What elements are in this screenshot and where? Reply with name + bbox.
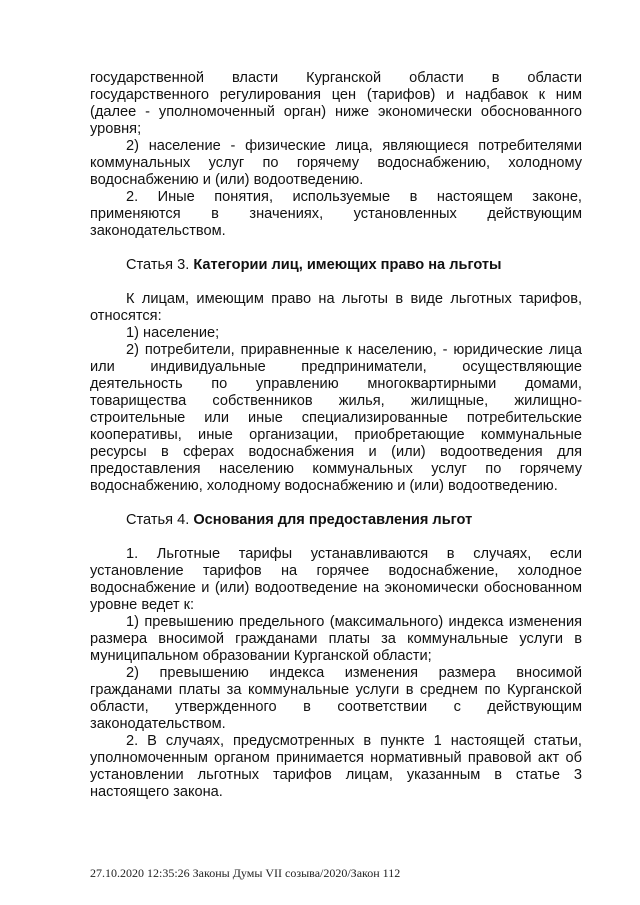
paragraph-eligible-item-1: 1) население; — [126, 325, 220, 341]
paragraph-population-definition: 2) население - физические лица, являющиеся потребителями коммунальных услуг по горячему водоснабжению, холодному водоснабжению и (или) водоотведению. — [90, 138, 582, 188]
paragraph-grounds-item-1: 1) превышению предельного (максимального) индекса изменения размера вносимой гражданами платы за коммунальные услуги в муниципальном образовании Курганской области; — [90, 614, 582, 664]
article-3-prefix: Статья 3. — [126, 257, 194, 273]
page-footer: 27.10.2020 12:35:26 Законы Думы VII созыва/2020/Закон 112 — [90, 866, 401, 880]
document-body — [90, 70, 582, 801]
paragraph-grounds-1: 1. Льготные тарифы устанавливаются в случаях, если установление тарифов на горячее водоснабжение, холодное водоснабжение и (или) водоотведение на экономически обоснованном уровне ведет к: — [90, 546, 582, 613]
article-3-heading — [90, 257, 582, 274]
article-4-heading — [90, 512, 582, 529]
paragraph-authority-definition: государственной власти Курганской области в области государственного регулирования цен (тарифов) и надбавок к ним (далее - уполномоченный орган) ниже экономически обоснованного уровня; — [90, 70, 582, 137]
paragraph-other-terms: 2. Иные понятия, используемые в настоящем законе, применяются в значениях, установленных действующим законодательством. — [90, 189, 582, 239]
paragraph-grounds-item-2: 2) превышению индекса изменения размера вносимой гражданами платы за коммунальные услуги в среднем по Курганской области, утвержденного в соответствии с действующим законодательством. — [90, 665, 582, 732]
article-4-prefix: Статья 4. — [126, 512, 194, 528]
paragraph-eligible-intro: К лицам, имеющим право на льготы в виде льготных тарифов, относятся: — [90, 291, 582, 324]
paragraph-grounds-2: 2. В случаях, предусмотренных в пункте 1 настоящей статьи, уполномоченным органом принимается нормативный правовой акт об установлении льготных тарифов лицам, указанным в статье 3 настоящего закона. — [90, 733, 582, 800]
paragraph-eligible-item-2: 2) потребители, приравненные к населению, - юридические лица или индивидуальные предприниматели, осуществляющие деятельность по управлению многоквартирными домами, товарищества собственников жилья, жилищные, жилищно-строительные или иные специализированные потребительские кооперативы, иные организации, приобретающие коммунальные ресурсы в сферах водоснабжения и (или) водоотведения для предоставления населению коммунальных услуг по горячему водоснабжению, холодному водоснабжению и (или) водоотведению. — [90, 342, 582, 494]
article-4-title: Основания для предоставления льгот — [193, 512, 473, 528]
article-3-title: Категории лиц, имеющих право на льготы — [193, 257, 502, 273]
